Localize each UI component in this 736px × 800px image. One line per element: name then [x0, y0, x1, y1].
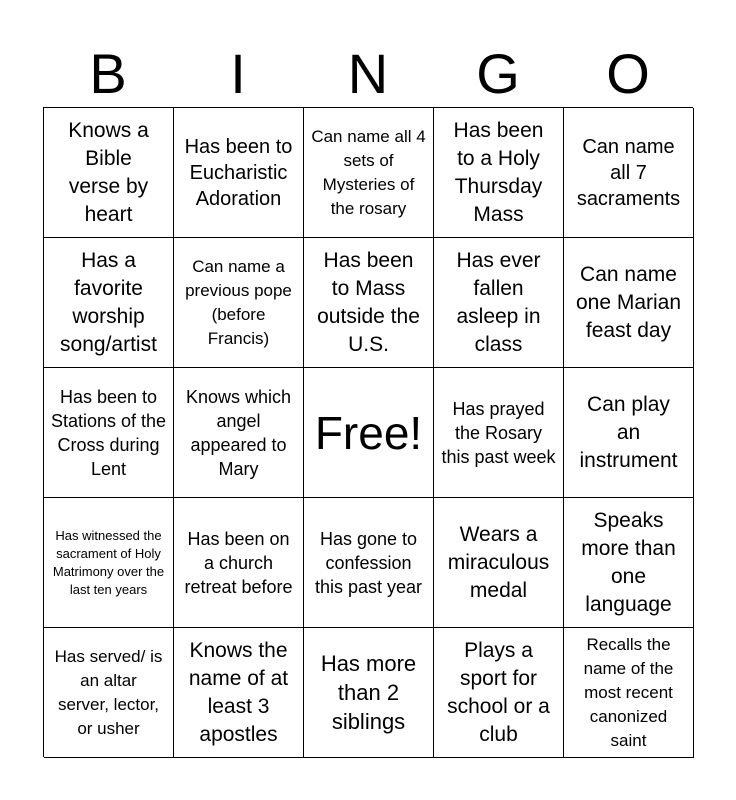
title-letter-b: B	[89, 42, 127, 105]
cell-text: Has been to Mass outside the U.S.	[317, 248, 420, 356]
bingo-cell[interactable]	[564, 368, 694, 498]
cell-text: Has been on a church retreat before	[184, 528, 293, 597]
bingo-cell[interactable]	[304, 108, 434, 238]
cell-text: Recalls the name of the most recent canonized saint	[583, 634, 674, 750]
cell-text: Can name all 4 sets of Mysteries of the rosary	[311, 126, 426, 218]
bingo-cell[interactable]	[174, 628, 304, 758]
title-letter-o: O	[606, 42, 650, 105]
bingo-cell[interactable]	[564, 498, 694, 628]
bingo-cell[interactable]	[174, 108, 304, 238]
cell-text: Wears a miraculous medal	[447, 522, 550, 602]
cell-text: Speaks more than one language	[581, 508, 676, 616]
cell-text: Can name all 7 sacraments	[576, 135, 681, 210]
bingo-cell[interactable]	[174, 368, 304, 498]
cell-text: Free!	[314, 406, 423, 459]
bingo-cell[interactable]	[304, 498, 434, 628]
title-letter-n: N	[347, 42, 389, 105]
free-space[interactable]	[304, 368, 434, 498]
bingo-cell[interactable]	[44, 238, 174, 368]
bingo-cell[interactable]	[564, 628, 694, 758]
bingo-grid	[43, 107, 693, 757]
cell-text: Can name one Marian feast day	[575, 262, 682, 342]
cell-text: Can play an instrument	[579, 392, 678, 472]
cell-text: Knows a Bible verse by heart	[68, 118, 149, 226]
cell-text: Has been to Stations of the Cross during Lent	[50, 386, 167, 479]
bingo-cell[interactable]	[44, 498, 174, 628]
bingo-cell[interactable]	[44, 368, 174, 498]
cell-text: Has prayed the Rosary this past week	[441, 398, 556, 467]
bingo-cell[interactable]	[434, 238, 564, 368]
cell-text: Has served/ is an altar server, lector, or usher	[54, 646, 163, 738]
bingo-cell[interactable]	[434, 108, 564, 238]
cell-text: Has ever fallen asleep in class	[456, 248, 541, 356]
cell-text: Knows which angel appeared to Mary	[185, 386, 292, 479]
cell-text: Plays a sport for school or a club	[447, 638, 550, 746]
cell-text: Has been to Eucharistic Adoration	[184, 135, 293, 210]
bingo-cell[interactable]	[304, 628, 434, 758]
title-letter-i: I	[230, 42, 246, 105]
bingo-cell[interactable]	[434, 368, 564, 498]
cell-text: Can name a previous pope (before Francis)	[185, 256, 292, 348]
bingo-cell[interactable]	[564, 108, 694, 238]
bingo-cell[interactable]	[44, 108, 174, 238]
cell-text: Has been to a Holy Thursday Mass	[453, 118, 544, 226]
cell-text: Knows the name of at least 3 apostles	[188, 638, 289, 746]
bingo-cell[interactable]	[304, 238, 434, 368]
bingo-cell[interactable]	[434, 628, 564, 758]
bingo-cell[interactable]	[174, 498, 304, 628]
bingo-cell[interactable]	[434, 498, 564, 628]
cell-text: Has more than 2 siblings	[320, 651, 417, 734]
title-letter-g: G	[476, 42, 520, 105]
bingo-cell[interactable]	[564, 238, 694, 368]
bingo-cell[interactable]	[174, 238, 304, 368]
bingo-cell[interactable]	[44, 628, 174, 758]
cell-text: Has a favorite worship song/artist	[60, 248, 157, 356]
bingo-title	[43, 42, 693, 106]
cell-text: Has gone to confession this past year	[314, 528, 423, 597]
cell-text: Has witnessed the sacrament of Holy Matrimony over the last ten years	[52, 527, 165, 597]
